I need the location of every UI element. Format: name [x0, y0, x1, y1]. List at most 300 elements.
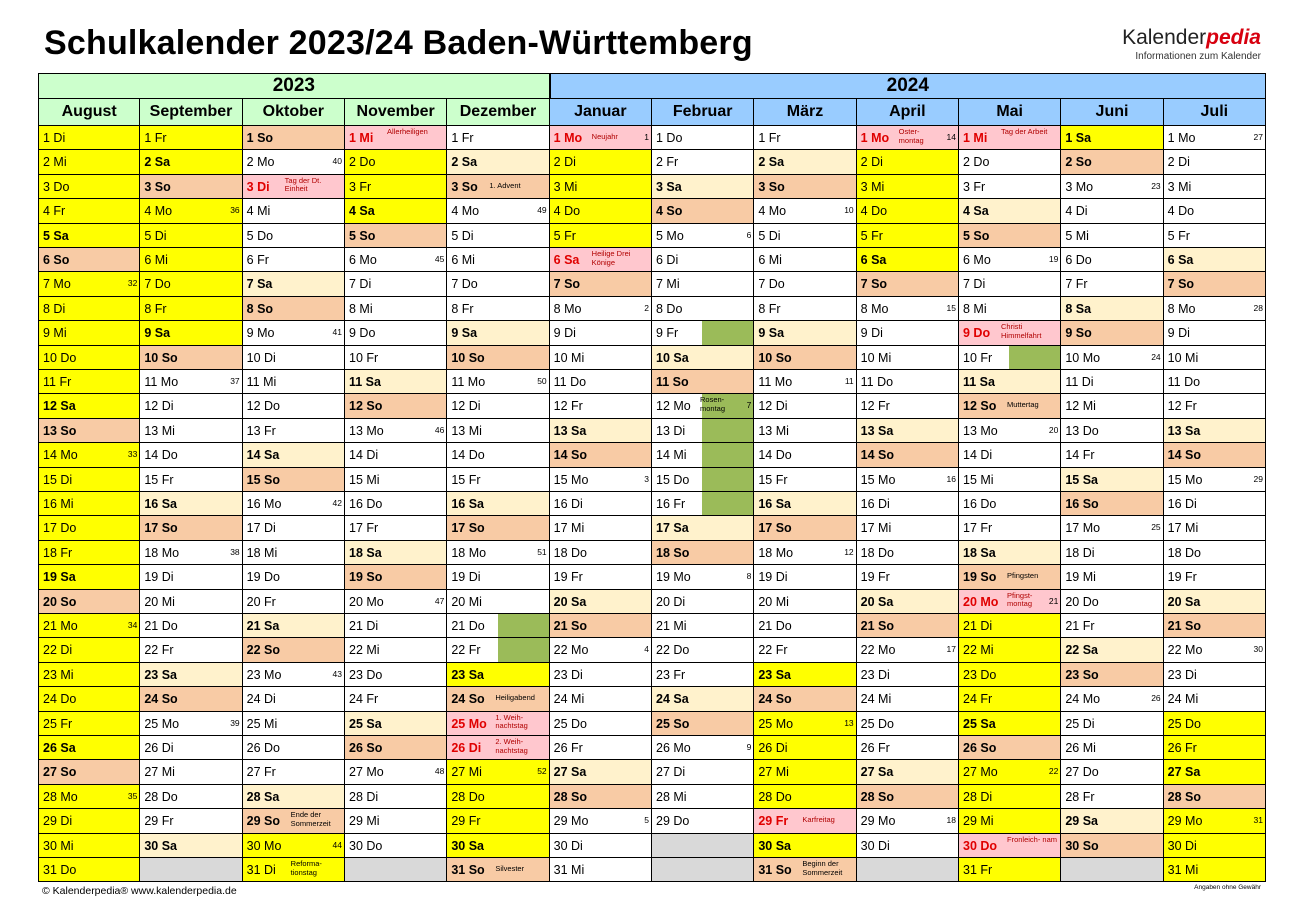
day-label: 6 Sa: [860, 253, 887, 267]
day-label: 21 Di: [963, 619, 993, 633]
day-label: 26 Do: [246, 741, 281, 755]
day-cell: [140, 760, 242, 784]
day-cell: [754, 565, 856, 589]
day-label: 25 Mo: [144, 716, 180, 731]
day-cell: [857, 858, 959, 882]
day-cell: [550, 370, 652, 394]
day-label: 29 Fr: [758, 814, 789, 829]
day-label: 4 So: [656, 204, 683, 219]
day-label: 12 Di: [144, 399, 174, 414]
day-cell: [1164, 199, 1266, 223]
day-cell: [754, 321, 856, 345]
day-cell: [754, 712, 856, 736]
day-cell: [38, 663, 140, 687]
day-cell: [345, 394, 447, 418]
day-cell: [857, 565, 959, 589]
day-label: 26 Mi: [1065, 741, 1096, 755]
day-cell: [550, 687, 652, 711]
day-cell: [243, 248, 345, 272]
day-label: 8 Mi: [349, 301, 373, 316]
day-cell: [140, 224, 242, 248]
day-cell: [959, 370, 1061, 394]
day-label: 30 Do: [963, 838, 998, 853]
day-label: 26 Fr: [860, 741, 890, 755]
day-label: 16 Sa: [451, 497, 484, 511]
day-label: 14 Fr: [1065, 448, 1095, 463]
day-label: 2 Mo: [246, 155, 275, 170]
holiday-note: 1. Weih- nachtstag: [495, 712, 528, 731]
day-cell: [243, 175, 345, 199]
day-cell: [243, 614, 345, 638]
day-cell: [345, 419, 447, 443]
day-cell: [550, 614, 652, 638]
week-number: 49: [537, 205, 547, 216]
day-label: 19 Di: [451, 570, 481, 585]
day-label: 22 Fr: [451, 643, 481, 658]
day-cell: [345, 638, 447, 662]
day-label: 31 So: [758, 863, 792, 877]
day-cell: [959, 590, 1061, 614]
day-cell: [857, 321, 959, 345]
day-cell: [1164, 834, 1266, 858]
day-cell: [38, 150, 140, 174]
day-label: 5 Sa: [43, 228, 69, 243]
day-cell: [652, 785, 754, 809]
day-cell: [652, 492, 754, 516]
week-number: 43: [332, 668, 342, 679]
day-label: 9 Fr: [656, 326, 679, 341]
day-cell: [754, 614, 856, 638]
day-label: 13 Sa: [553, 423, 587, 438]
day-cell: [140, 858, 242, 882]
day-cell: [447, 175, 549, 199]
day-cell: [959, 736, 1061, 760]
day-label: 23 Do: [349, 667, 383, 682]
day-cell: [447, 760, 549, 784]
day-label: 29 Mo: [860, 814, 896, 829]
holiday-note: Rosen- montag: [700, 395, 726, 413]
day-label: 30 Di: [1167, 838, 1197, 853]
day-cell: [140, 346, 242, 370]
day-label: 25 Do: [860, 716, 895, 731]
week-number: 22: [1048, 766, 1059, 777]
week-number: 5: [644, 815, 649, 826]
day-label: 14 Sa: [246, 448, 280, 463]
day-cell: [652, 297, 754, 321]
day-cell: [550, 150, 652, 174]
day-cell: [652, 858, 754, 882]
day-label: 9 So: [1065, 326, 1092, 341]
day-label: 21 Di: [349, 619, 379, 633]
day-cell: [652, 614, 754, 638]
day-cell: [754, 126, 856, 150]
day-label: 23 Sa: [451, 667, 484, 682]
holiday-note: Beginn der Sommerzeit: [802, 859, 843, 877]
day-label: 18 Do: [860, 545, 895, 560]
day-cell: [345, 346, 447, 370]
day-label: 8 Mi: [963, 301, 987, 316]
day-cell: [652, 370, 754, 394]
day-cell: [1061, 443, 1163, 467]
day-label: 21 So: [553, 619, 588, 633]
day-label: 20 Sa: [553, 594, 587, 609]
day-label: 2 Di: [553, 155, 576, 170]
day-label: 11 Fr: [43, 375, 72, 389]
day-label: 18 Mi: [246, 545, 278, 560]
day-label: 8 Fr: [451, 301, 474, 316]
day-cell: [243, 736, 345, 760]
day-label: 20 Mo: [963, 594, 999, 609]
holiday-note: Silvester: [495, 864, 525, 873]
day-label: 6 Mi: [758, 253, 782, 267]
day-label: 22 Mo: [553, 643, 589, 658]
day-label: 17 Mi: [860, 521, 892, 536]
day-label: 13 Di: [656, 423, 686, 438]
brand-tagline: Informationen zum Kalender: [1135, 51, 1261, 62]
day-label: 10 Do: [43, 350, 77, 365]
day-cell: [1061, 321, 1163, 345]
day-label: 20 Mi: [451, 594, 482, 609]
day-cell: [38, 516, 140, 540]
day-cell: [447, 541, 549, 565]
day-cell: [1061, 858, 1163, 882]
day-label: 8 Sa: [1065, 301, 1092, 316]
day-cell: [550, 760, 652, 784]
day-cell: [447, 370, 549, 394]
day-cell: [754, 638, 856, 662]
day-label: 2 So: [1065, 155, 1092, 170]
day-label: 7 Mi: [656, 277, 680, 292]
day-cell: [857, 712, 959, 736]
day-label: 29 Sa: [1065, 814, 1098, 829]
day-cell: [857, 785, 959, 809]
day-cell: [243, 590, 345, 614]
day-cell: [345, 663, 447, 687]
day-label: 4 Do: [1167, 204, 1195, 219]
week-number: 11: [844, 376, 854, 386]
day-cell: [959, 175, 1061, 199]
week-number: 23: [1151, 180, 1161, 191]
day-label: 29 Mi: [963, 814, 994, 829]
day-label: 8 Mo: [860, 301, 889, 316]
day-label: 16 Sa: [758, 497, 791, 511]
day-cell: [447, 785, 549, 809]
day-label: 20 Di: [656, 594, 686, 609]
day-cell: [140, 712, 242, 736]
day-label: 25 Do: [553, 716, 588, 731]
day-label: 18 Mo: [451, 545, 487, 560]
day-cell: [38, 272, 140, 296]
month-header: April: [856, 99, 959, 126]
day-cell: [857, 541, 959, 565]
day-cell: [243, 638, 345, 662]
day-label: 21 Do: [758, 619, 792, 633]
day-cell: [1164, 565, 1266, 589]
day-label: 23 Di: [1167, 667, 1197, 682]
month-header: Januar: [549, 99, 652, 126]
day-label: 12 Fr: [1167, 399, 1197, 414]
day-cell: [345, 492, 447, 516]
day-cell: [754, 663, 856, 687]
week-number: 30: [1253, 644, 1263, 655]
week-number: 15: [946, 302, 956, 313]
holiday-note: Tag der Arbeit: [1001, 127, 1048, 136]
day-cell: [550, 175, 652, 199]
day-label: 6 Mi: [451, 253, 475, 267]
day-label: 2 Do: [349, 155, 376, 170]
day-label: 30 Sa: [758, 838, 791, 853]
day-cell: [1061, 760, 1163, 784]
day-cell: [243, 321, 345, 345]
day-cell: [1164, 297, 1266, 321]
day-cell: [959, 809, 1061, 833]
day-label: 20 Fr: [246, 594, 276, 609]
week-number: 46: [434, 424, 445, 435]
footer-disclaimer: Angaben ohne Gewähr: [1194, 884, 1261, 891]
week-number: 48: [434, 766, 445, 777]
day-cell: [243, 663, 345, 687]
day-cell: [754, 248, 856, 272]
day-label: 22 Fr: [144, 643, 174, 658]
day-label: 21 Do: [144, 619, 178, 633]
day-cell: [550, 663, 652, 687]
day-cell: [857, 126, 959, 150]
day-label: 12 So: [963, 399, 997, 414]
day-cell: [447, 809, 549, 833]
holiday-note: Allerheiligen: [387, 127, 428, 136]
holiday-green-marker: [702, 321, 753, 344]
holiday-green-marker: [498, 638, 549, 661]
day-label: 20 Do: [1065, 594, 1099, 609]
week-number: 3: [644, 473, 649, 484]
day-cell: [1164, 248, 1266, 272]
day-label: 19 Di: [758, 570, 788, 585]
day-label: 14 Mo: [43, 448, 78, 463]
day-label: 25 Sa: [349, 716, 382, 731]
day-cell: [243, 858, 345, 882]
day-cell: [754, 468, 856, 492]
day-cell: [959, 785, 1061, 809]
day-label: 6 Di: [656, 253, 679, 267]
day-label: 13 So: [43, 423, 77, 438]
day-label: 13 Sa: [860, 423, 894, 438]
day-cell: [857, 370, 959, 394]
day-label: 6 Mo: [963, 253, 991, 267]
day-label: 23 Do: [963, 667, 997, 682]
day-label: 9 Sa: [451, 326, 478, 341]
day-cell: [38, 736, 140, 760]
day-label: 11 Mo: [451, 375, 486, 389]
day-label: 15 Mo: [1167, 472, 1203, 487]
day-cell: [38, 175, 140, 199]
day-cell: [140, 736, 242, 760]
day-cell: [38, 394, 140, 418]
day-label: 29 Do: [656, 814, 690, 829]
day-label: 7 So: [1167, 277, 1195, 292]
day-label: 25 Mo: [758, 716, 794, 731]
day-label: 30 Sa: [451, 838, 484, 853]
day-cell: [345, 687, 447, 711]
day-cell: [140, 419, 242, 443]
day-cell: [1061, 687, 1163, 711]
day-label: 6 Fr: [246, 253, 269, 267]
day-cell: [959, 126, 1061, 150]
day-label: 3 Mi: [860, 179, 885, 194]
brand-logo: [1122, 27, 1261, 63]
day-cell: [959, 760, 1061, 784]
day-cell: [857, 760, 959, 784]
day-cell: [857, 297, 959, 321]
day-cell: [1061, 126, 1163, 150]
day-label: 29 So: [246, 814, 281, 829]
holiday-note: Neujahr: [591, 132, 618, 141]
day-label: 13 Mo: [349, 423, 384, 438]
day-label: 18 Fr: [43, 545, 73, 560]
day-label: 25 So: [656, 716, 690, 731]
day-label: 11 Di: [1065, 375, 1094, 389]
day-cell: [345, 516, 447, 540]
day-cell: [345, 443, 447, 467]
day-label: 23 Di: [860, 667, 890, 682]
day-cell: [652, 126, 754, 150]
day-label: 26 Fr: [553, 741, 583, 755]
day-label: 19 Do: [246, 570, 281, 585]
day-cell: [38, 638, 140, 662]
day-cell: [1164, 126, 1266, 150]
day-cell: [857, 638, 959, 662]
week-number: 25: [1151, 522, 1161, 533]
day-cell: [1164, 809, 1266, 833]
holiday-note: 1. Advent: [489, 180, 521, 190]
day-cell: [1164, 785, 1266, 809]
day-label: 14 Di: [349, 448, 379, 463]
day-cell: [447, 516, 549, 540]
day-cell: [652, 468, 754, 492]
day-label: 13 Mi: [144, 423, 175, 438]
day-label: 11 Do: [553, 375, 587, 389]
day-label: 27 Sa: [1167, 765, 1201, 780]
day-cell: [447, 712, 549, 736]
day-cell: [447, 248, 549, 272]
day-cell: [754, 272, 856, 296]
day-label: 20 Mo: [349, 594, 384, 609]
brand-name: Kalenderpedia: [1122, 26, 1261, 49]
day-cell: [1061, 370, 1163, 394]
day-label: 20 Sa: [860, 594, 894, 609]
week-number: 24: [1151, 351, 1161, 362]
day-cell: [447, 224, 549, 248]
day-cell: [652, 760, 754, 784]
day-label: 15 Mo: [860, 472, 896, 487]
day-cell: [959, 321, 1061, 345]
day-cell: [959, 712, 1061, 736]
day-label: 22 Di: [43, 643, 73, 658]
day-cell: [1164, 272, 1266, 296]
day-cell: [1164, 590, 1266, 614]
day-label: 10 Sa: [656, 350, 689, 365]
day-cell: [959, 687, 1061, 711]
week-number: 1: [644, 132, 649, 142]
day-cell: [857, 468, 959, 492]
day-label: 14 Do: [758, 448, 792, 463]
day-cell: [243, 443, 345, 467]
day-label: 22 Mi: [963, 643, 994, 658]
day-label: 15 Di: [43, 472, 73, 487]
day-label: 17 So: [451, 521, 485, 536]
day-cell: [652, 516, 754, 540]
day-label: 22 Fr: [758, 643, 788, 658]
day-label: 24 So: [451, 692, 485, 707]
day-cell: [550, 126, 652, 150]
day-cell: [38, 321, 140, 345]
day-cell: [447, 150, 549, 174]
day-cell: [243, 712, 345, 736]
day-label: 9 Mo: [246, 326, 275, 341]
day-label: 3 So: [758, 179, 785, 194]
day-label: 10 Mo: [1065, 350, 1101, 365]
day-cell: [38, 785, 140, 809]
day-cell: [447, 590, 549, 614]
day-cell: [550, 638, 652, 662]
day-label: 14 Mi: [656, 448, 687, 463]
holiday-green-marker: [702, 443, 753, 466]
day-cell: [1164, 638, 1266, 662]
day-cell: [243, 687, 345, 711]
day-cell: [140, 590, 242, 614]
day-cell: [754, 297, 856, 321]
day-label: 3 So: [451, 179, 478, 194]
day-label: 11 Sa: [963, 375, 995, 389]
day-cell: [550, 321, 652, 345]
day-label: 24 So: [758, 692, 792, 707]
week-number: 40: [332, 156, 342, 167]
day-label: 26 So: [349, 741, 383, 755]
day-label: 16 Do: [963, 497, 997, 511]
day-label: 3 Mo: [1065, 179, 1094, 194]
day-cell: [652, 346, 754, 370]
day-cell: [652, 224, 754, 248]
week-number: 17: [946, 644, 956, 655]
day-label: 18 Mo: [144, 545, 180, 560]
day-label: 1 Fr: [758, 131, 781, 145]
day-label: 24 Fr: [349, 692, 379, 707]
week-number: 26: [1151, 693, 1161, 704]
day-label: 27 Di: [656, 765, 686, 780]
week-number: 50: [537, 376, 547, 386]
day-cell: [140, 468, 242, 492]
day-cell: [857, 736, 959, 760]
day-label: 27 Fr: [246, 765, 276, 780]
week-number: 31: [1253, 815, 1263, 826]
day-cell: [140, 272, 242, 296]
day-cell: [1061, 199, 1163, 223]
day-label: 13 Mi: [451, 423, 482, 438]
week-number: 2: [644, 302, 649, 313]
day-label: 21 Sa: [246, 619, 280, 633]
day-cell: [1164, 346, 1266, 370]
day-cell: [140, 541, 242, 565]
day-cell: [652, 834, 754, 858]
day-label: 1 Di: [43, 131, 66, 145]
day-cell: [447, 687, 549, 711]
holiday-note: Muttertag: [1007, 400, 1039, 410]
day-cell: [243, 272, 345, 296]
day-cell: [754, 590, 856, 614]
day-label: 11 Mo: [758, 375, 793, 389]
day-label: 7 Fr: [1065, 277, 1088, 292]
day-cell: [345, 565, 447, 589]
day-label: 24 Di: [246, 692, 276, 707]
